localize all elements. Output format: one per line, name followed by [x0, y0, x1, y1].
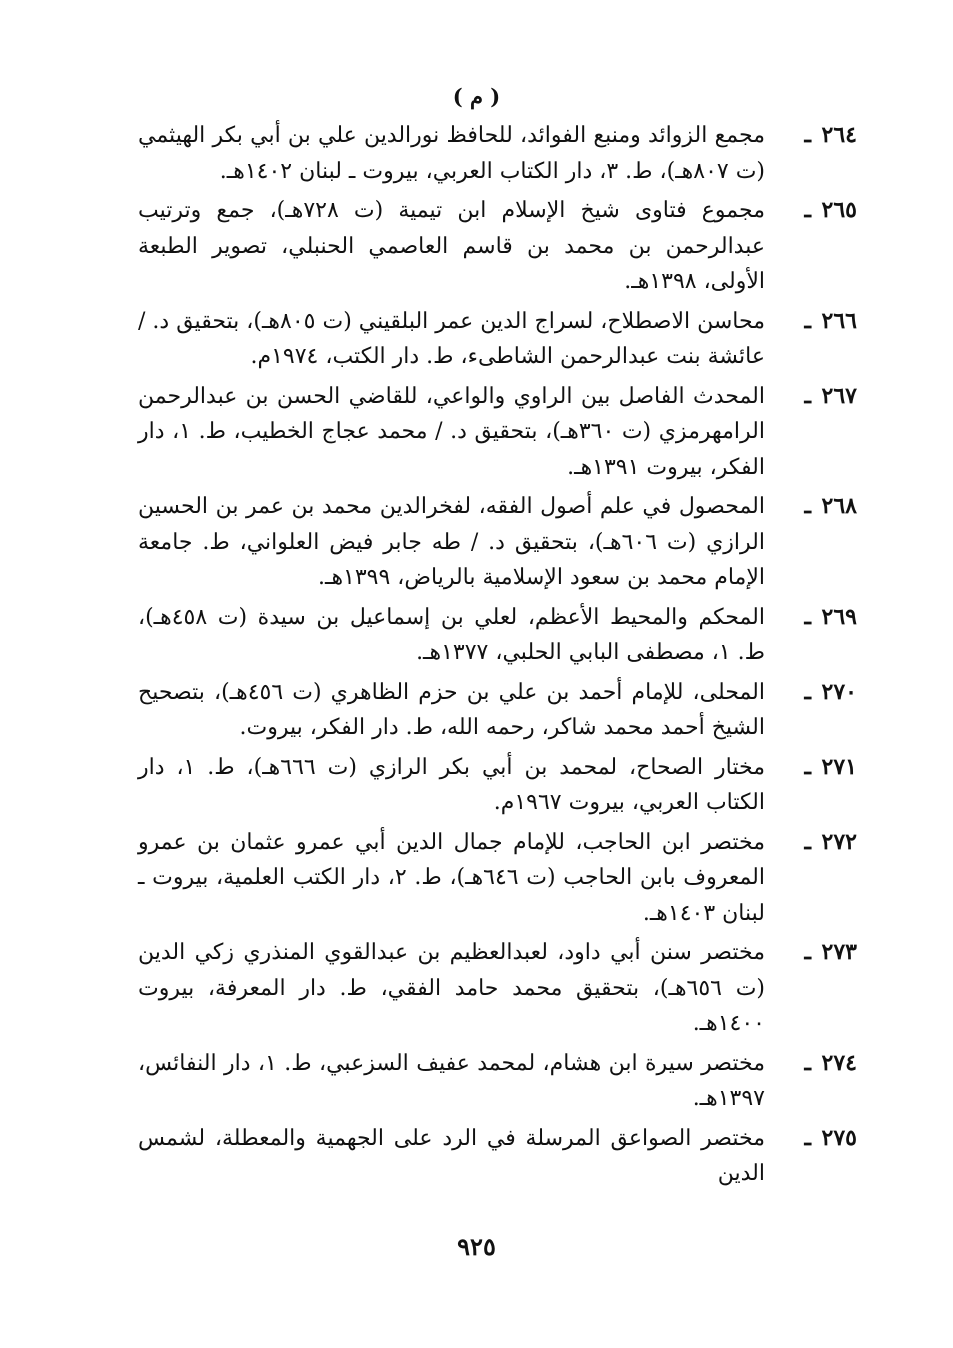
entry-dash: ـ	[804, 122, 811, 148]
bibliography-entry	[138, 600, 857, 671]
bibliography-entry	[138, 675, 857, 746]
entry-text: مختصر سنن أبي داود، لعبدالعظيم بن عبدالقوي المنذري زكي الدين (ت ٦٥٦هـ)، بتحقيق محمد حامد الفقي، ط. دار المعرفة، بيروت ١٤٠٠هـ.	[138, 940, 765, 1036]
bibliography-entry	[138, 304, 857, 375]
bibliography-entry	[138, 935, 857, 1042]
entry-number: ٢٧٢	[821, 828, 857, 855]
entry-number: ٢٧٥	[821, 1124, 857, 1151]
entry-dash: ـ	[804, 382, 811, 409]
entry-dash: ـ	[804, 1049, 811, 1076]
entry-text: مختصر ابن الحاجب، للإمام جمال الدين أبي عمرو عثمان بن عمرو المعروف بابن الحاجب (ت ٦٤٦هـ)، ط. ٢، دار الكتب العلمية، بيروت ـ لبنان ١٤٠٣هـ.	[138, 829, 765, 926]
entry-dash: ـ	[804, 1124, 811, 1151]
entry-number: ٢٦٤	[821, 122, 857, 148]
section-letter-header: ( م )	[452, 84, 501, 109]
page-number: ٩٢٥	[457, 1232, 496, 1261]
bibliography-list	[138, 118, 857, 1192]
entry-number: ٢٦٧	[821, 382, 857, 409]
bibliography-entry	[138, 489, 857, 596]
bibliography-entry	[138, 825, 857, 932]
bibliography-entry	[138, 118, 857, 189]
entry-dash: ـ	[804, 493, 811, 519]
entry-text: المحدث الفاصل بين الراوي والواعي، للقاضي الحسن بن عبدالرحمن الرامهرمزي (ت ٣٦٠هـ)، بتحقيق د. / محمد عجاج الخطيب، ط. ١، دار الفكر، بيروت ١٣٩١هـ.	[138, 383, 765, 480]
bibliography-entry	[138, 750, 857, 821]
entry-text: مختصر سيرة ابن هشام، لمحمد عفيف السزعبي، ط. ١، دار النفائس، ١٣٩٧هـ.	[138, 1050, 765, 1111]
entry-dash: ـ	[804, 307, 811, 334]
bibliography-entry	[138, 1046, 857, 1117]
entry-text: المحلى، للإمام أحمد بن علي بن حزم الظاهري (ت ٤٥٦هـ)، بتصحيح الشيخ أحمد محمد شاكر، رحمه الله، ط. دار الفكر، بيروت.	[138, 679, 765, 740]
bibliography-entry	[138, 1121, 857, 1192]
entry-number: ٢٧١	[821, 753, 857, 780]
entry-text: مجمع الزوائد ومنبع الفوائد، للحافظ نورالدين علي بن أبي بكر الهيثمي (ت ٨٠٧هـ)، ط. ٣، دار الكتاب العربي، بيروت ـ لبنان ١٤٠٢هـ.	[138, 123, 765, 184]
entry-text: محاسن الاصطلاح، لسراج الدين عمر البلقيني (ت ٨٠٥هـ)، بتحقيق د. / عائشة بنت عبدالرحمن الشاطىء، ط. دار الكتب، ١٩٧٤م.	[138, 308, 765, 369]
entry-text: مختصر الصواعق المرسلة في الرد على الجهمية والمعطلة، لشمس الدين	[138, 1125, 765, 1186]
entry-number: ٢٦٦	[821, 307, 857, 334]
entry-number: ٢٦٨	[821, 493, 857, 519]
entry-text: مختار الصحاح، لمحمد بن أبي بكر الرازي (ت ٦٦٦هـ)، ط. ١، دار الكتاب العربي، بيروت ١٩٦٧م.	[138, 754, 765, 815]
entry-number: ٢٦٩	[821, 603, 857, 630]
entry-number: ٢٧٣	[821, 939, 857, 965]
entry-dash: ـ	[804, 828, 811, 855]
entry-dash: ـ	[804, 678, 811, 705]
entry-number: ٢٧٠	[821, 678, 857, 705]
entry-text: مجموع فتاوى شيخ الإسلام ابن تيمية (ت ٧٢٨هـ)، جمع وترتيب عبدالرحمن بن محمد بن قاسم العاصمي الحنبلي، تصوير الطبعة الأولى، ١٣٩٨هـ.	[138, 198, 766, 294]
entry-dash: ـ	[804, 603, 811, 630]
entry-dash: ـ	[804, 197, 811, 223]
bibliography-entry	[138, 379, 857, 486]
entry-dash: ـ	[804, 939, 811, 965]
entry-text: المحصول في علم أصول الفقه، لفخرالدين محمد بن عمر بن الحسين الرازي (ت ٦٠٦هـ)، بتحقيق د. / طه جابر فيض العلواني، ط. جامعة الإمام محمد بن سعود الإسلامية بالرياض، ١٣٩٩هـ.	[138, 494, 765, 590]
entry-number: ٢٦٥	[821, 197, 857, 223]
bibliography-entry	[138, 193, 857, 300]
entry-number: ٢٧٤	[821, 1049, 857, 1076]
entry-text: المحكم والمحيط الأعظم، لعلي بن إسماعيل بن سيدة (ت ٤٥٨هـ)، ط. ١، مصطفى البابي الحلبي، ١٣٧٧هـ.	[138, 604, 765, 665]
entry-dash: ـ	[804, 753, 811, 780]
